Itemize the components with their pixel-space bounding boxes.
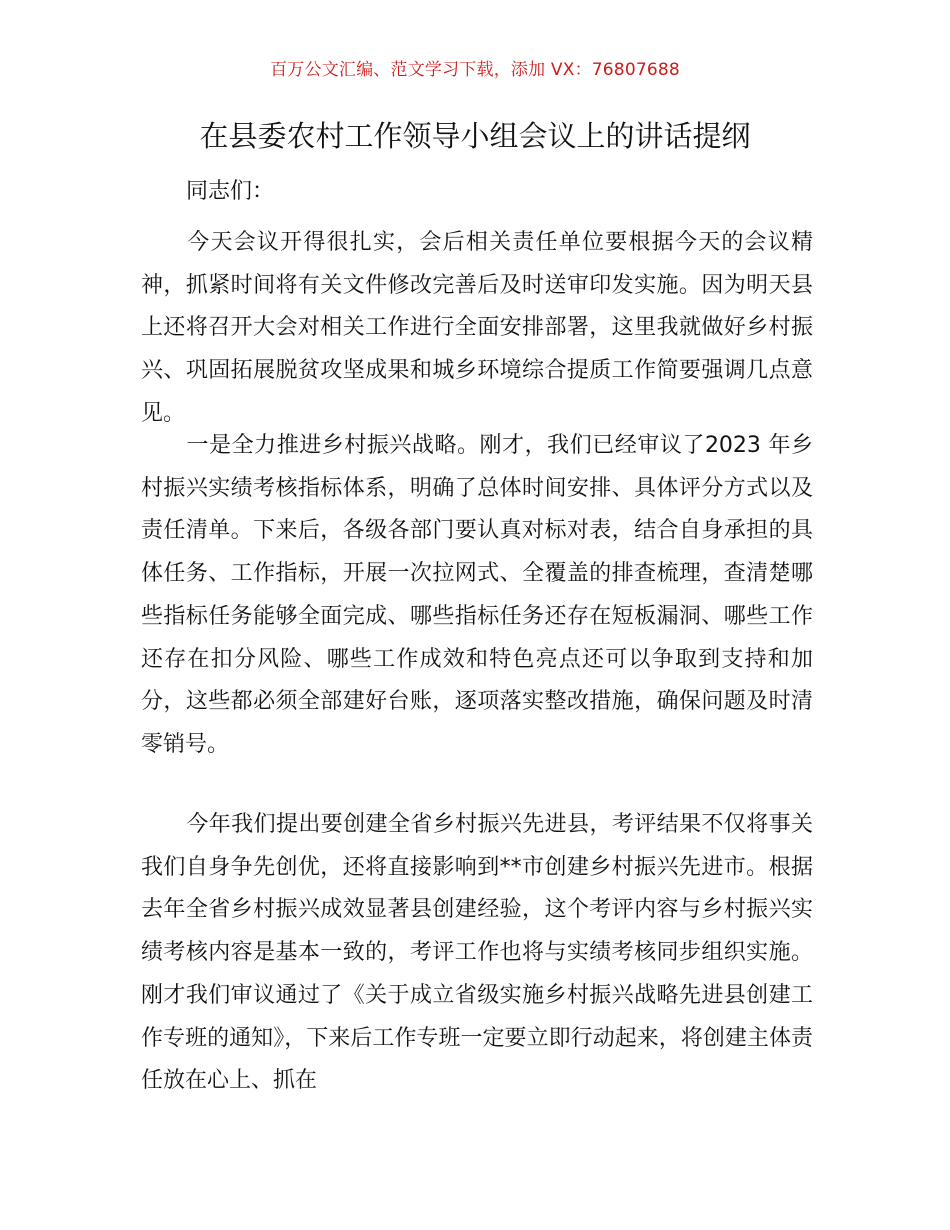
paragraph-text: 一是全力推进乡村振兴战略。刚才，我们已经审议了2023 年乡村振兴实绩考核指标体系，明确了总体时间安排、具体评分方式以及责任清单。下来后，各级各部门要认真对标对表，结合自身承担的具体任务、工作指标，开展一次拉网式、全覆盖的排查梳理，查清楚哪些指标任务能够全面完成、哪些指标任务还存在短板漏洞、哪些工作还存在扣分风险、哪些工作成效和特色亮点还可以争取到支持和加分，这些都必须全部建好台账，逐项落实整改措施，确保问题及时清零销号。 <box>141 433 813 757</box>
paragraph-text: 今天会议开得很扎实，会后相关责任单位要根据今天的会议精神，抓紧时间将有关文件修改完善后及时送审印发实施。因为明天县上还将召开大会对相关工作进行全面安排部署，这里我就做好乡村振兴、巩固拓展脱贫攻坚成果和城乡环境综合提质工作简要强调几点意见。 <box>141 230 813 426</box>
paragraph <box>141 804 813 1103</box>
paragraph <box>141 222 813 436</box>
header-promo-text: 百万公文汇编、范文学习下载，添加 VX：76807688 <box>270 60 680 80</box>
paragraph <box>141 425 813 767</box>
paragraph-text: 今年我们提出要创建全省乡村振兴先进县，考评结果不仅将事关我们自身争先创优，还将直接影响到**市创建乡村振兴先进市。根据去年全省乡村振兴成效显著县创建经验，这个考评内容与乡村振兴实绩考核内容是基本一致的，考评工作也将与实绩考核同步组织实施。刚才我们审议通过了《关于成立省级实施乡村振兴战略先进县创建工作专班的通知》，下来后工作专班一定要立即行动起来，将创建主体责任放在心上、抓在 <box>141 812 813 1094</box>
salutation: 同志们： <box>186 179 275 204</box>
document-title: 在县委农村工作领导小组会议上的讲话提纲 <box>199 119 751 153</box>
